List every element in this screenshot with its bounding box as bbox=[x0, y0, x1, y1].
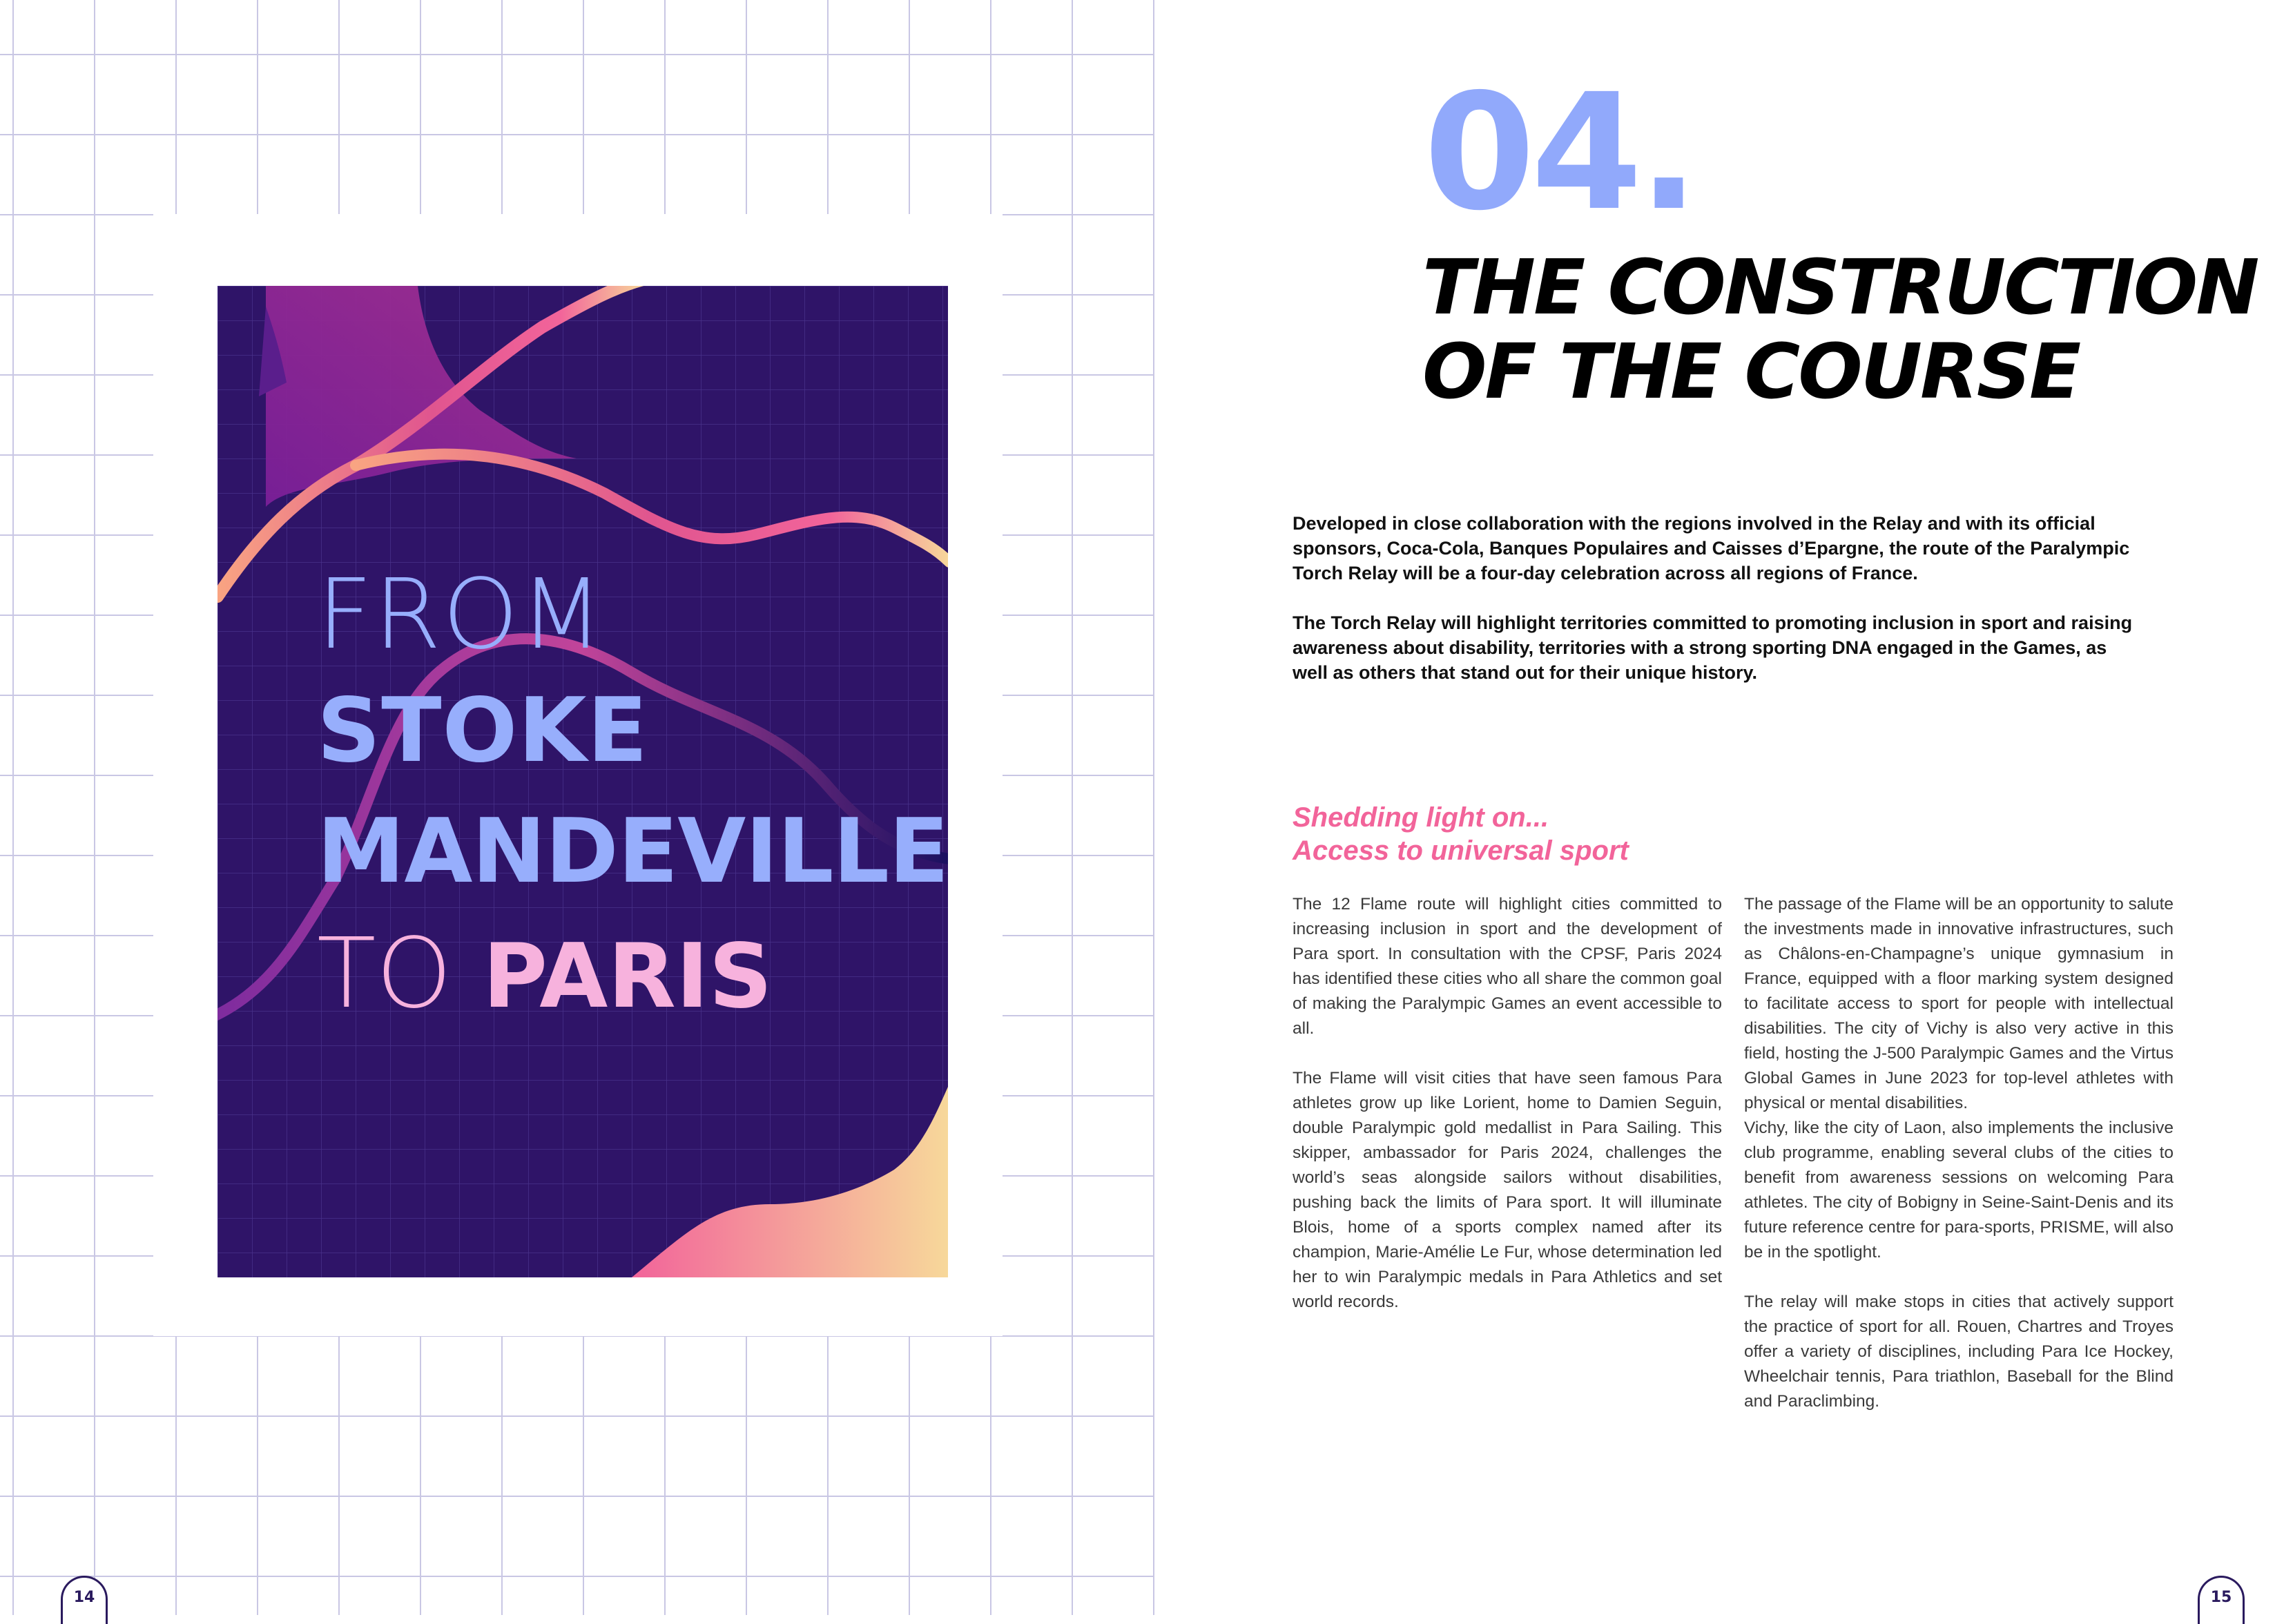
chapter-title-line1: THE CONSTRUCTION bbox=[1422, 243, 2258, 331]
section-heading bbox=[1293, 801, 1629, 867]
poster-to-text: TO bbox=[317, 918, 483, 1030]
chapter-title bbox=[1422, 245, 2257, 414]
intro-paragraph-1: Developed in close collaboration with the regions involved in the Relay and with its official sponsors, Coca-Cola, Banques Populaires and Caisses d’Epargne, the route of the Paralympic Torch Relay will be a four-day celebration across all regions of France. bbox=[1293, 513, 2130, 583]
page-number-left-label: 14 bbox=[73, 1589, 95, 1606]
poster-stoke-text: STOKE bbox=[317, 679, 648, 782]
chapter-number: 04. bbox=[1424, 59, 1695, 246]
section-heading-line2: Access to universal sport bbox=[1293, 835, 1629, 866]
body-right-paragraph-3: The relay will make stops in cities that actively support the practice of sport for all. Rouen, Chartres and Troyes offer a variety of disciplines, including Para Ice Hockey, Wheelchair tennis, Para triathlon, Baseball for the Blind and Paraclimbing. bbox=[1744, 1293, 2174, 1411]
body-left-paragraph-1: The 12 Flame route will highlight cities committed to increasing inclusion in sport and the development of Para sport. In consultation with the CPSF, Paris 2024 has identified these cities who all share the common goal of making the Paralympic Games an event accessible to all. bbox=[1293, 895, 1722, 1038]
section-heading-line1: Shedding light on... bbox=[1293, 802, 1549, 833]
poster-from-text: FROM bbox=[317, 559, 605, 671]
poster-to-paris-line bbox=[317, 918, 773, 1030]
body-column-left bbox=[1293, 892, 1722, 1340]
page-number-right-label: 15 bbox=[2210, 1589, 2232, 1606]
page-number-right bbox=[2198, 1576, 2245, 1624]
poster-artwork bbox=[217, 286, 948, 1277]
chapter-title-line2: OF THE COURSE bbox=[1422, 327, 2080, 416]
poster-mandeville-text: MANDEVILLE bbox=[317, 800, 948, 903]
intro-text bbox=[1293, 511, 2135, 710]
body-right-paragraph-1: The passage of the Flame will be an opportunity to salute the investments made in innovative infrastructures, such as Châlons-en-Champagne’s unique gymnasium in France, equipped with a floor marking system designed to facilitate access to sport for people with intellectual disabilities. The city of Vichy is also very active in this field, hosting the J-500 Paralympic Games and the Virtus Global Games in June 2023 for top-level athletes with physical or mental disabilities. bbox=[1744, 895, 2174, 1112]
body-column-right bbox=[1744, 892, 2174, 1439]
body-left-paragraph-2: The Flame will visit cities that have seen famous Para athletes grow up like Lorient, home to Damien Seguin, double Paralympic gold medallist in Para Sailing. This skipper, ambassador for Paris 2024, challenges the world’s seas alongside sailors without disabilities, pushing back the limits of Para sport. It will illuminate Blois, home of a sports complex named after its champion, Marie-Amélie Le Fur, whose determination led her to win Paralympic medals in Para Athletics and set world records. bbox=[1293, 1069, 1722, 1311]
intro-paragraph-2: The Torch Relay will highlight territories committed to promoting inclusion in sport and raising awareness about disability, territories with a strong sporting DNA engaged in the Games, as well as others that stand out for their unique history. bbox=[1293, 612, 2133, 683]
poster-paris-text: PARIS bbox=[483, 925, 773, 1028]
body-right-paragraph-2: Vichy, like the city of Laon, also implements the inclusive club programme, enabling several clubs of the cities to benefit from awareness sessions on welcoming Para athletes. The city of Bobigny in Seine-Saint-Denis and its future reference centre for para-sports, PRISME, will also be in the spotlight. bbox=[1744, 1119, 2174, 1262]
page-number-left bbox=[61, 1576, 108, 1624]
